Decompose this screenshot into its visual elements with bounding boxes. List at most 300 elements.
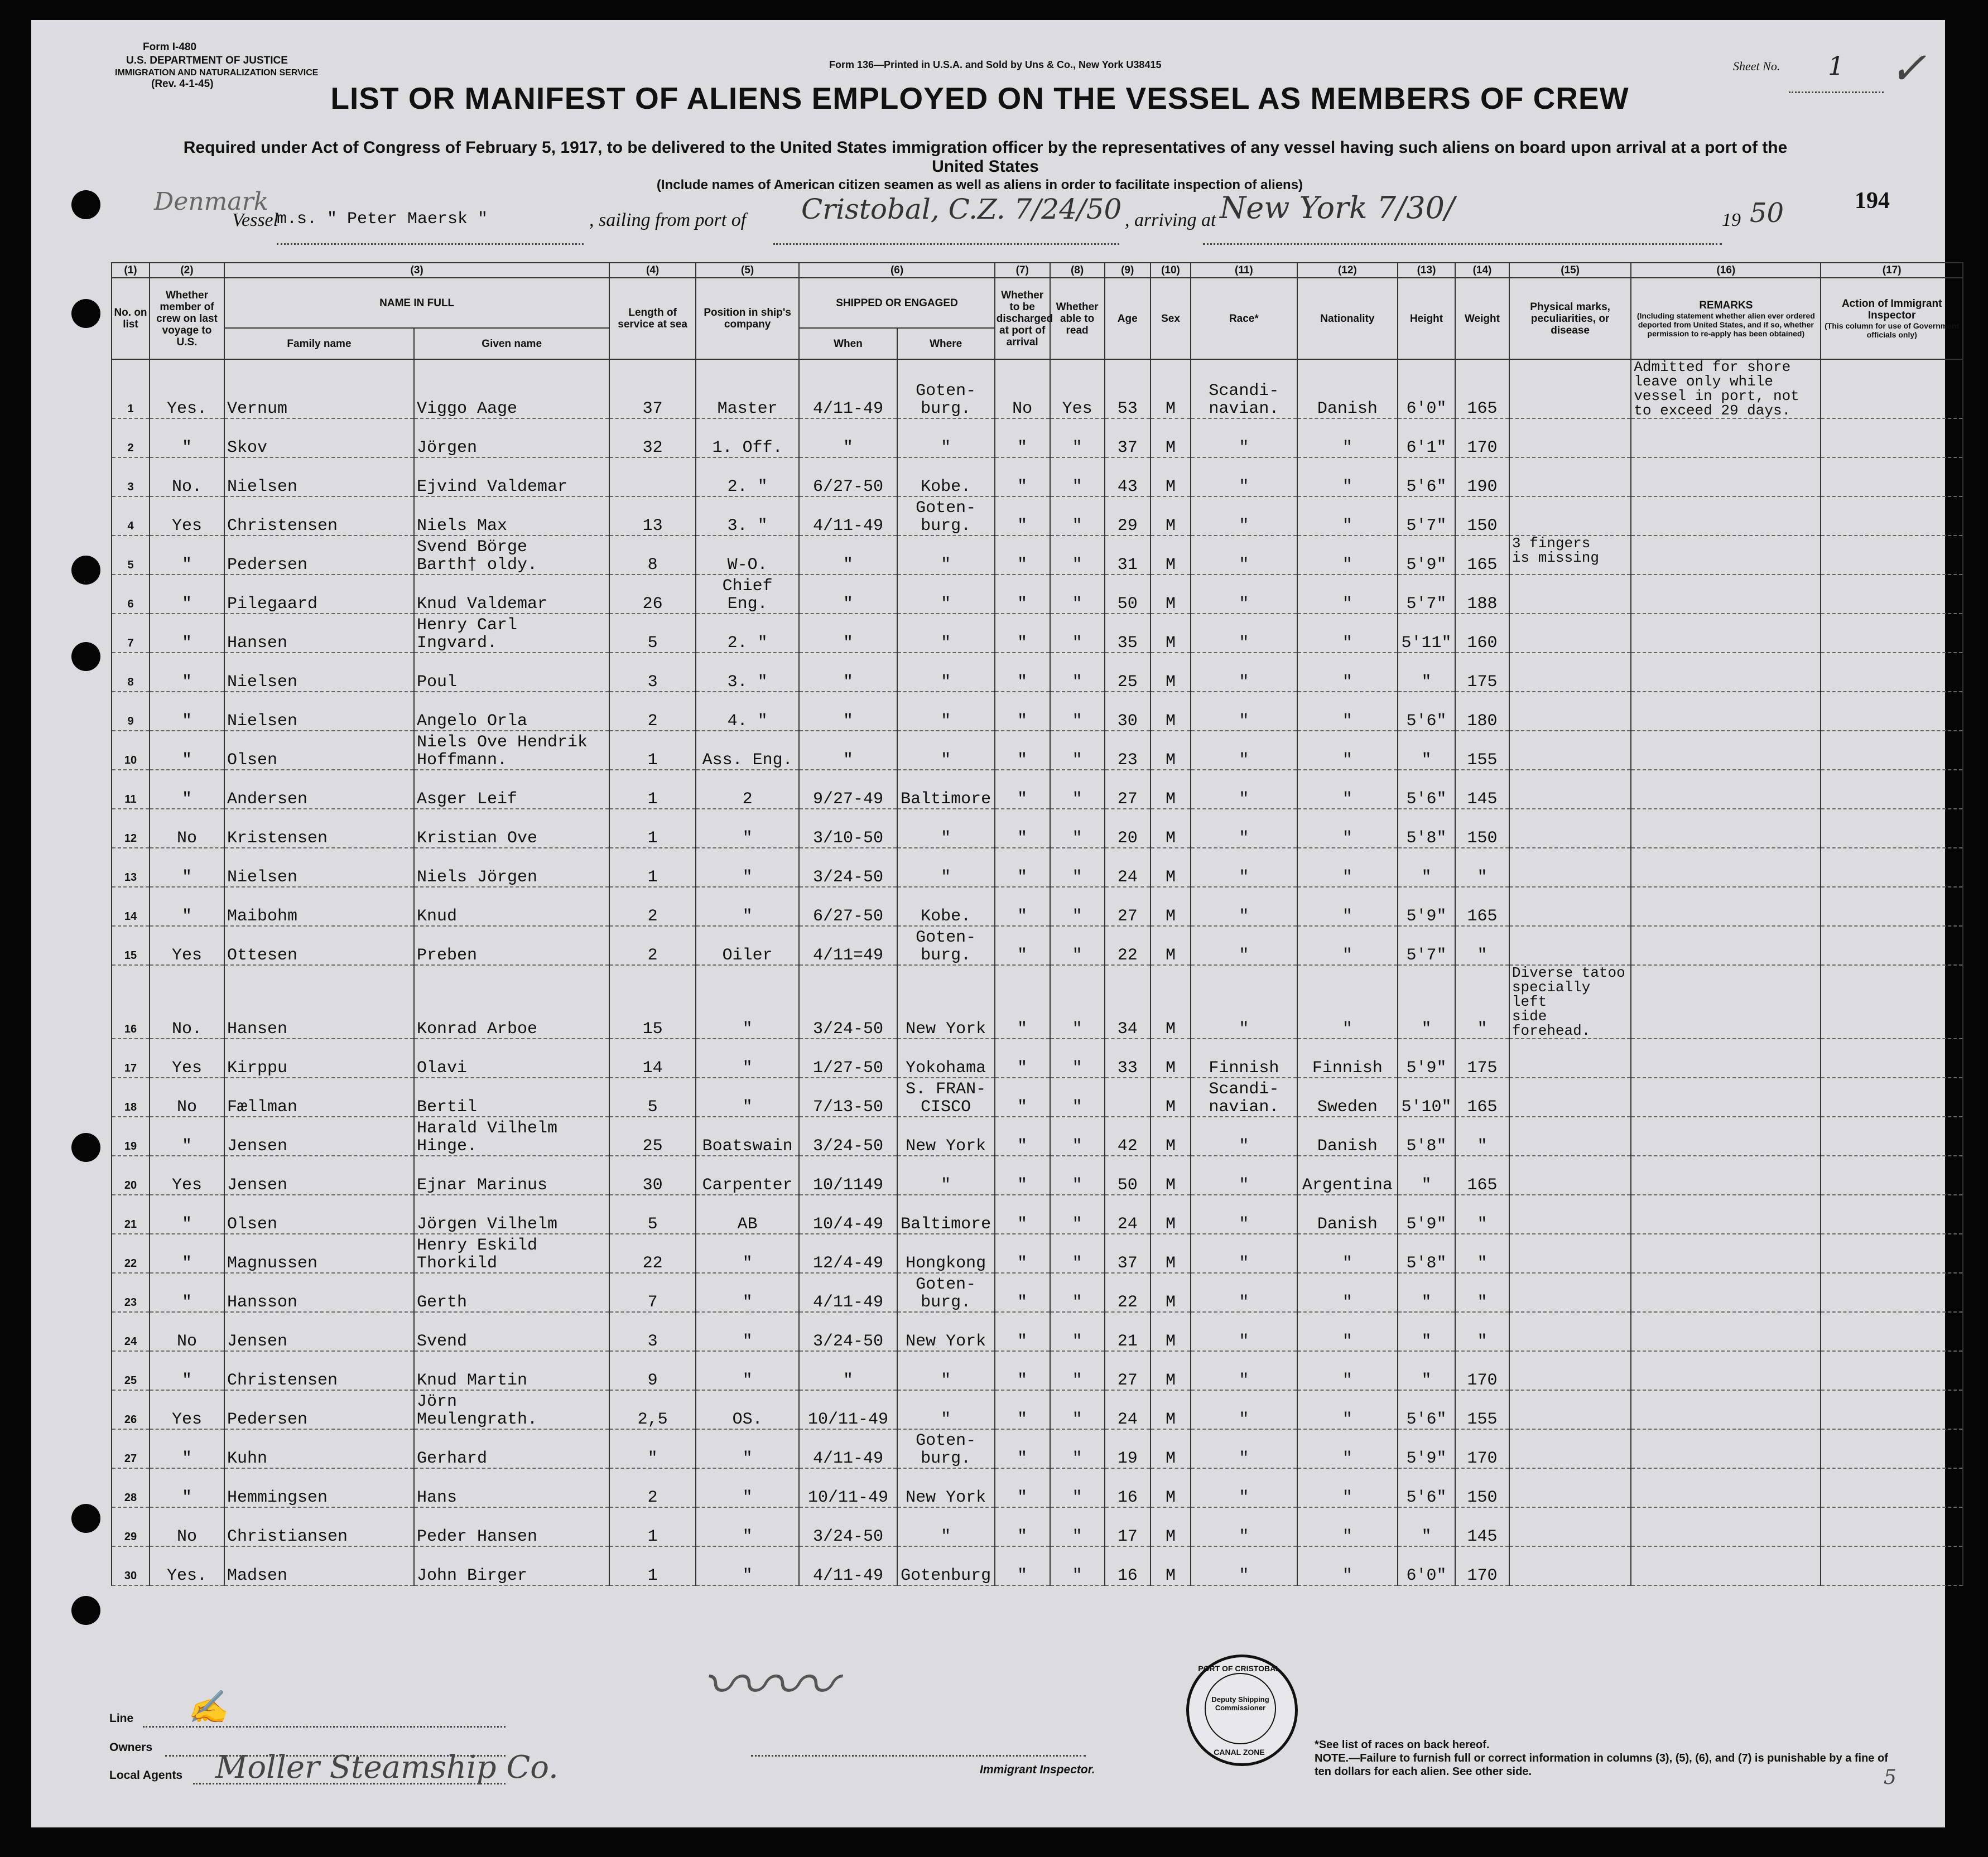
row-inspector-action bbox=[1821, 1156, 1963, 1195]
row-sex: M bbox=[1151, 809, 1191, 848]
row-able-read: " bbox=[1050, 1390, 1105, 1429]
row-inspector-action bbox=[1821, 1117, 1963, 1156]
header-row-labels bbox=[112, 278, 1963, 328]
row-age: 16 bbox=[1105, 1546, 1151, 1585]
row-position: OS. bbox=[696, 1390, 799, 1429]
table-row bbox=[112, 496, 1963, 536]
row-nationality: " bbox=[1297, 457, 1398, 496]
row-position: 3. " bbox=[696, 496, 799, 536]
row-able-read: " bbox=[1050, 965, 1105, 1039]
row-able-read: " bbox=[1050, 1312, 1105, 1351]
row-age: 25 bbox=[1105, 653, 1151, 692]
col10-num: (10) bbox=[1151, 263, 1191, 278]
row-able-read: " bbox=[1050, 457, 1105, 496]
row-age: 42 bbox=[1105, 1117, 1151, 1156]
row-height: 5'9" bbox=[1398, 1039, 1455, 1078]
punch-hole bbox=[71, 190, 100, 219]
row-position: Carpenter bbox=[696, 1156, 799, 1195]
col7-num: (7) bbox=[995, 263, 1050, 278]
row-height: 5'8" bbox=[1398, 1117, 1455, 1156]
table-row bbox=[112, 926, 1963, 965]
row-inspector-action bbox=[1821, 692, 1963, 731]
row-remarks bbox=[1631, 1117, 1821, 1156]
owner-signature: ✍ bbox=[187, 1688, 228, 1726]
row-physical-marks bbox=[1509, 926, 1631, 965]
row-height: 5'6" bbox=[1398, 692, 1455, 731]
row-shipped-where: Goten- burg. bbox=[897, 1429, 995, 1468]
table-row bbox=[112, 536, 1963, 575]
row-remarks bbox=[1631, 1429, 1821, 1468]
row-given-name: Jörgen Vilhelm bbox=[414, 1195, 609, 1234]
col6-num: (6) bbox=[799, 263, 994, 278]
row-age: 22 bbox=[1105, 1273, 1151, 1312]
table-row bbox=[112, 1429, 1963, 1468]
row-physical-marks bbox=[1509, 653, 1631, 692]
row-shipped-when: 6/27-50 bbox=[799, 457, 897, 496]
row-position: " bbox=[696, 1312, 799, 1351]
row-number: 25 bbox=[112, 1351, 150, 1390]
row-shipped-when: 4/11-49 bbox=[799, 359, 897, 418]
row-remarks bbox=[1631, 1312, 1821, 1351]
row-inspector-action bbox=[1821, 1195, 1963, 1234]
table-row bbox=[112, 1156, 1963, 1195]
footnote bbox=[1315, 1738, 1900, 1778]
row-prev-voyage: " bbox=[150, 536, 224, 575]
row-nationality: " bbox=[1297, 809, 1398, 848]
row-nationality: " bbox=[1297, 692, 1398, 731]
row-prev-voyage: " bbox=[150, 1351, 224, 1390]
row-race: " bbox=[1191, 1234, 1297, 1273]
row-race: " bbox=[1191, 926, 1297, 965]
row-sex: M bbox=[1151, 1507, 1191, 1546]
row-position: AB bbox=[696, 1195, 799, 1234]
row-shipped-where: Goten- burg. bbox=[897, 496, 995, 536]
row-remarks bbox=[1631, 653, 1821, 692]
row-able-read: " bbox=[1050, 848, 1105, 887]
row-family-name: Hemmingsen bbox=[224, 1468, 414, 1507]
row-number: 20 bbox=[112, 1156, 150, 1195]
row-shipped-when: 3/10-50 bbox=[799, 809, 897, 848]
row-prev-voyage: No bbox=[150, 809, 224, 848]
col15-num: (15) bbox=[1509, 263, 1631, 278]
form-number: Form I-480 bbox=[143, 41, 197, 53]
row-shipped-when: " bbox=[799, 1351, 897, 1390]
row-shipped-where: " bbox=[897, 1351, 995, 1390]
row-discharged: " bbox=[995, 1156, 1050, 1195]
row-physical-marks bbox=[1509, 770, 1631, 809]
row-shipped-where: New York bbox=[897, 965, 995, 1039]
row-family-name: Jensen bbox=[224, 1117, 414, 1156]
row-remarks bbox=[1631, 1195, 1821, 1234]
col16-title: REMARKS bbox=[1699, 299, 1753, 311]
row-nationality: Finnish bbox=[1297, 1039, 1398, 1078]
row-length-service: 1 bbox=[609, 770, 696, 809]
row-prev-voyage: " bbox=[150, 848, 224, 887]
row-weight: 165 bbox=[1455, 1078, 1509, 1117]
row-given-name: Angelo Orla bbox=[414, 692, 609, 731]
table-row bbox=[112, 887, 1963, 926]
manifest-sheet bbox=[31, 20, 1960, 1827]
row-weight: 150 bbox=[1455, 496, 1509, 536]
col3-family-label: Family name bbox=[224, 328, 414, 359]
line-label: Line bbox=[109, 1712, 134, 1725]
row-prev-voyage: " bbox=[150, 731, 224, 770]
page-number: 194 bbox=[1855, 188, 1890, 214]
row-nationality: " bbox=[1297, 1507, 1398, 1546]
row-remarks bbox=[1631, 692, 1821, 731]
row-race: Scandi- navian. bbox=[1191, 1078, 1297, 1117]
row-number: 19 bbox=[112, 1117, 150, 1156]
table-row bbox=[112, 457, 1963, 496]
row-height: 5'10" bbox=[1398, 1078, 1455, 1117]
row-family-name: Nielsen bbox=[224, 653, 414, 692]
row-given-name: Harald Vilhelm Hinge. bbox=[414, 1117, 609, 1156]
row-remarks bbox=[1631, 770, 1821, 809]
row-number: 5 bbox=[112, 536, 150, 575]
row-weight: 175 bbox=[1455, 653, 1509, 692]
row-length-service: 5 bbox=[609, 1195, 696, 1234]
row-shipped-where: " bbox=[897, 653, 995, 692]
row-given-name: Poul bbox=[414, 653, 609, 692]
row-sex: M bbox=[1151, 359, 1191, 418]
row-discharged: " bbox=[995, 457, 1050, 496]
row-shipped-where: " bbox=[897, 692, 995, 731]
inspector-label: Immigrant Inspector. bbox=[980, 1763, 1095, 1776]
row-physical-marks bbox=[1509, 1156, 1631, 1195]
row-length-service: 1 bbox=[609, 848, 696, 887]
row-nationality: " bbox=[1297, 1351, 1398, 1390]
row-number: 13 bbox=[112, 848, 150, 887]
row-age: 29 bbox=[1105, 496, 1151, 536]
row-inspector-action bbox=[1821, 1390, 1963, 1429]
row-length-service: 9 bbox=[609, 1351, 696, 1390]
row-sex: M bbox=[1151, 496, 1191, 536]
row-sex: M bbox=[1151, 614, 1191, 653]
row-given-name: Niels Ove Hendrik Hoffmann. bbox=[414, 731, 609, 770]
row-length-service: 32 bbox=[609, 418, 696, 457]
row-inspector-action bbox=[1821, 1507, 1963, 1546]
row-number: 24 bbox=[112, 1312, 150, 1351]
col5-num: (5) bbox=[696, 263, 799, 278]
row-weight: 170 bbox=[1455, 1546, 1509, 1585]
row-family-name: Fællman bbox=[224, 1078, 414, 1117]
row-remarks bbox=[1631, 496, 1821, 536]
row-sex: M bbox=[1151, 1429, 1191, 1468]
row-remarks bbox=[1631, 575, 1821, 614]
row-given-name: Henry Eskild Thorkild bbox=[414, 1234, 609, 1273]
table-row bbox=[112, 1117, 1963, 1156]
row-age bbox=[1105, 1078, 1151, 1117]
row-length-service: 7 bbox=[609, 1273, 696, 1312]
row-shipped-where: " bbox=[897, 575, 995, 614]
row-length-service: 2,5 bbox=[609, 1390, 696, 1429]
row-shipped-where: " bbox=[897, 848, 995, 887]
row-family-name: Christensen bbox=[224, 496, 414, 536]
row-number: 14 bbox=[112, 887, 150, 926]
row-nationality: " bbox=[1297, 731, 1398, 770]
row-given-name: Ejvind Valdemar bbox=[414, 457, 609, 496]
row-physical-marks bbox=[1509, 1507, 1631, 1546]
row-discharged: " bbox=[995, 770, 1050, 809]
row-shipped-when: 1/27-50 bbox=[799, 1039, 897, 1078]
row-inspector-action bbox=[1821, 809, 1963, 848]
row-family-name: Hansen bbox=[224, 965, 414, 1039]
row-inspector-action bbox=[1821, 731, 1963, 770]
table-row bbox=[112, 614, 1963, 653]
row-able-read: " bbox=[1050, 1468, 1105, 1507]
table-row bbox=[112, 965, 1963, 1039]
row-height: 5'8" bbox=[1398, 809, 1455, 848]
crew-rows bbox=[112, 359, 1963, 1585]
row-inspector-action bbox=[1821, 1429, 1963, 1468]
stamp-top-text: PORT OF CRISTOBAL bbox=[1198, 1664, 1281, 1673]
row-length-service: 3 bbox=[609, 1312, 696, 1351]
row-physical-marks: 3 fingers is missing bbox=[1509, 536, 1631, 575]
row-able-read: " bbox=[1050, 1156, 1105, 1195]
row-age: 24 bbox=[1105, 848, 1151, 887]
row-able-read: " bbox=[1050, 536, 1105, 575]
row-nationality: " bbox=[1297, 965, 1398, 1039]
row-family-name: Kristensen bbox=[224, 809, 414, 848]
row-position: Chief Eng. bbox=[696, 575, 799, 614]
row-remarks bbox=[1631, 1039, 1821, 1078]
row-weight: 165 bbox=[1455, 536, 1509, 575]
row-sex: M bbox=[1151, 575, 1191, 614]
row-shipped-where: " bbox=[897, 1390, 995, 1429]
row-position: " bbox=[696, 1234, 799, 1273]
col8-label: Whether able to read bbox=[1050, 278, 1105, 359]
row-age: 53 bbox=[1105, 359, 1151, 418]
row-physical-marks bbox=[1509, 1117, 1631, 1156]
row-number: 27 bbox=[112, 1429, 150, 1468]
row-shipped-when: 3/24-50 bbox=[799, 1312, 897, 1351]
row-number: 21 bbox=[112, 1195, 150, 1234]
row-height: 5'9" bbox=[1398, 1429, 1455, 1468]
row-height: 6'0" bbox=[1398, 359, 1455, 418]
row-family-name: Pilegaard bbox=[224, 575, 414, 614]
row-given-name: Asger Leif bbox=[414, 770, 609, 809]
row-shipped-when: 10/11-49 bbox=[799, 1468, 897, 1507]
row-weight: 155 bbox=[1455, 731, 1509, 770]
row-physical-marks bbox=[1509, 731, 1631, 770]
row-length-service: 1 bbox=[609, 1546, 696, 1585]
row-shipped-where: " bbox=[897, 536, 995, 575]
inspector-dotted bbox=[751, 1755, 1086, 1757]
row-nationality: Danish bbox=[1297, 1195, 1398, 1234]
row-sex: M bbox=[1151, 1273, 1191, 1312]
row-weight: 150 bbox=[1455, 809, 1509, 848]
row-sex: M bbox=[1151, 536, 1191, 575]
row-length-service: 2 bbox=[609, 926, 696, 965]
row-remarks bbox=[1631, 848, 1821, 887]
agents-signature: Moller Steamship Co. bbox=[215, 1749, 559, 1786]
row-shipped-where: New York bbox=[897, 1117, 995, 1156]
row-length-service: 37 bbox=[609, 359, 696, 418]
row-given-name: Kristian Ove bbox=[414, 809, 609, 848]
row-nationality: Danish bbox=[1297, 1117, 1398, 1156]
row-weight: 165 bbox=[1455, 359, 1509, 418]
row-length-service: 2 bbox=[609, 692, 696, 731]
table-row bbox=[112, 848, 1963, 887]
row-shipped-when: " bbox=[799, 614, 897, 653]
row-number: 26 bbox=[112, 1390, 150, 1429]
row-given-name: Ejnar Marinus bbox=[414, 1156, 609, 1195]
row-given-name: John Birger bbox=[414, 1546, 609, 1585]
table-row bbox=[112, 575, 1963, 614]
punch-hole bbox=[71, 299, 100, 328]
row-able-read: " bbox=[1050, 418, 1105, 457]
row-length-service: 14 bbox=[609, 1039, 696, 1078]
row-physical-marks bbox=[1509, 887, 1631, 926]
arriving-label: , arriving at bbox=[1125, 210, 1216, 230]
row-discharged: " bbox=[995, 1234, 1050, 1273]
row-family-name: Olsen bbox=[224, 1195, 414, 1234]
printer-line: Form 136—Printed in U.S.A. and Sold by Uns & Co., New York U38415 bbox=[829, 59, 1162, 70]
row-physical-marks bbox=[1509, 1234, 1631, 1273]
row-inspector-action bbox=[1821, 1468, 1963, 1507]
row-given-name: Niels Max bbox=[414, 496, 609, 536]
row-remarks: Admitted for shore leave only while vessel in port, not to exceed 29 days. bbox=[1631, 359, 1821, 418]
row-race: " bbox=[1191, 575, 1297, 614]
row-sex: M bbox=[1151, 1039, 1191, 1078]
row-prev-voyage: Yes bbox=[150, 1390, 224, 1429]
row-family-name: Magnussen bbox=[224, 1234, 414, 1273]
row-prev-voyage: " bbox=[150, 1195, 224, 1234]
col1-label: No. on list bbox=[112, 278, 150, 359]
row-family-name: Hansson bbox=[224, 1273, 414, 1312]
row-position: " bbox=[696, 1507, 799, 1546]
row-race: " bbox=[1191, 1546, 1297, 1585]
sheet-number: 1 bbox=[1828, 51, 1845, 81]
col6-when-label: When bbox=[799, 328, 897, 359]
row-race: " bbox=[1191, 1156, 1297, 1195]
row-family-name: Vernum bbox=[224, 359, 414, 418]
row-age: 35 bbox=[1105, 614, 1151, 653]
row-height: 5'6" bbox=[1398, 457, 1455, 496]
row-inspector-action bbox=[1821, 926, 1963, 965]
row-number: 15 bbox=[112, 926, 150, 965]
row-length-service: 5 bbox=[609, 1078, 696, 1117]
vessel-name: m.s. " Peter Maersk " bbox=[277, 210, 488, 229]
row-remarks bbox=[1631, 1078, 1821, 1117]
row-discharged: " bbox=[995, 496, 1050, 536]
row-remarks bbox=[1631, 809, 1821, 848]
table-row bbox=[112, 1039, 1963, 1078]
row-age: 20 bbox=[1105, 809, 1151, 848]
table-row bbox=[112, 1234, 1963, 1273]
row-height: " bbox=[1398, 1507, 1455, 1546]
row-nationality: " bbox=[1297, 496, 1398, 536]
row-given-name: Viggo Aage bbox=[414, 359, 609, 418]
row-family-name: Nielsen bbox=[224, 692, 414, 731]
row-number: 9 bbox=[112, 692, 150, 731]
table-row bbox=[112, 418, 1963, 457]
row-height: 5'7" bbox=[1398, 926, 1455, 965]
row-number: 4 bbox=[112, 496, 150, 536]
row-shipped-when: 4/11-49 bbox=[799, 1273, 897, 1312]
row-sex: M bbox=[1151, 653, 1191, 692]
row-inspector-action bbox=[1821, 418, 1963, 457]
row-shipped-when: 12/4-49 bbox=[799, 1234, 897, 1273]
row-physical-marks bbox=[1509, 1195, 1631, 1234]
row-able-read: " bbox=[1050, 1546, 1105, 1585]
row-number: 11 bbox=[112, 770, 150, 809]
table-row bbox=[112, 1507, 1963, 1546]
row-prev-voyage: Yes bbox=[150, 496, 224, 536]
row-nationality: Argentina bbox=[1297, 1156, 1398, 1195]
row-height: 6'1" bbox=[1398, 418, 1455, 457]
row-discharged: " bbox=[995, 575, 1050, 614]
row-length-service: 30 bbox=[609, 1156, 696, 1195]
row-number: 16 bbox=[112, 965, 150, 1039]
row-shipped-where: Baltimore bbox=[897, 1195, 995, 1234]
row-nationality: Danish bbox=[1297, 359, 1398, 418]
row-shipped-when: 9/27-49 bbox=[799, 770, 897, 809]
row-shipped-where: Kobe. bbox=[897, 457, 995, 496]
row-race: " bbox=[1191, 1273, 1297, 1312]
header-row-numbers bbox=[112, 263, 1963, 278]
punch-hole bbox=[71, 556, 100, 585]
row-height: " bbox=[1398, 1273, 1455, 1312]
row-weight: 155 bbox=[1455, 1390, 1509, 1429]
row-shipped-when: " bbox=[799, 536, 897, 575]
row-remarks bbox=[1631, 926, 1821, 965]
row-length-service: 15 bbox=[609, 965, 696, 1039]
row-sex: M bbox=[1151, 457, 1191, 496]
row-age: 27 bbox=[1105, 1351, 1151, 1390]
col13-num: (13) bbox=[1398, 263, 1455, 278]
table-row bbox=[112, 359, 1963, 418]
row-position: 2. " bbox=[696, 457, 799, 496]
col3-given-label: Given name bbox=[414, 328, 609, 359]
row-height: 5'6" bbox=[1398, 770, 1455, 809]
row-race: " bbox=[1191, 965, 1297, 1039]
row-inspector-action bbox=[1821, 965, 1963, 1039]
row-shipped-where: " bbox=[897, 1507, 995, 1546]
arriving-dotted-line bbox=[1203, 243, 1722, 245]
row-number: 30 bbox=[112, 1546, 150, 1585]
row-given-name: Hans bbox=[414, 1468, 609, 1507]
col14-label: Weight bbox=[1455, 278, 1509, 359]
row-shipped-where: " bbox=[897, 1156, 995, 1195]
row-nationality: " bbox=[1297, 536, 1398, 575]
row-prev-voyage: Yes bbox=[150, 926, 224, 965]
row-prev-voyage: Yes. bbox=[150, 1546, 224, 1585]
row-shipped-when: 10/4-49 bbox=[799, 1195, 897, 1234]
row-weight: " bbox=[1455, 1273, 1509, 1312]
row-discharged: " bbox=[995, 1039, 1050, 1078]
row-position: " bbox=[696, 848, 799, 887]
row-sex: M bbox=[1151, 1117, 1191, 1156]
col5-label: Position in ship's company bbox=[696, 278, 799, 359]
row-position: 2. " bbox=[696, 614, 799, 653]
row-discharged: " bbox=[995, 614, 1050, 653]
row-shipped-where: Goten- burg. bbox=[897, 359, 995, 418]
row-weight: 145 bbox=[1455, 770, 1509, 809]
row-given-name: Gerth bbox=[414, 1273, 609, 1312]
row-sex: M bbox=[1151, 1156, 1191, 1195]
row-length-service: 1 bbox=[609, 1507, 696, 1546]
row-position: " bbox=[696, 1546, 799, 1585]
row-shipped-when: 3/24-50 bbox=[799, 848, 897, 887]
row-shipped-where: New York bbox=[897, 1312, 995, 1351]
row-shipped-where: " bbox=[897, 614, 995, 653]
row-physical-marks bbox=[1509, 1546, 1631, 1585]
row-age: 21 bbox=[1105, 1312, 1151, 1351]
row-given-name: Henry Carl Ingvard. bbox=[414, 614, 609, 653]
row-prev-voyage: " bbox=[150, 418, 224, 457]
row-height: 6'0" bbox=[1398, 1546, 1455, 1585]
